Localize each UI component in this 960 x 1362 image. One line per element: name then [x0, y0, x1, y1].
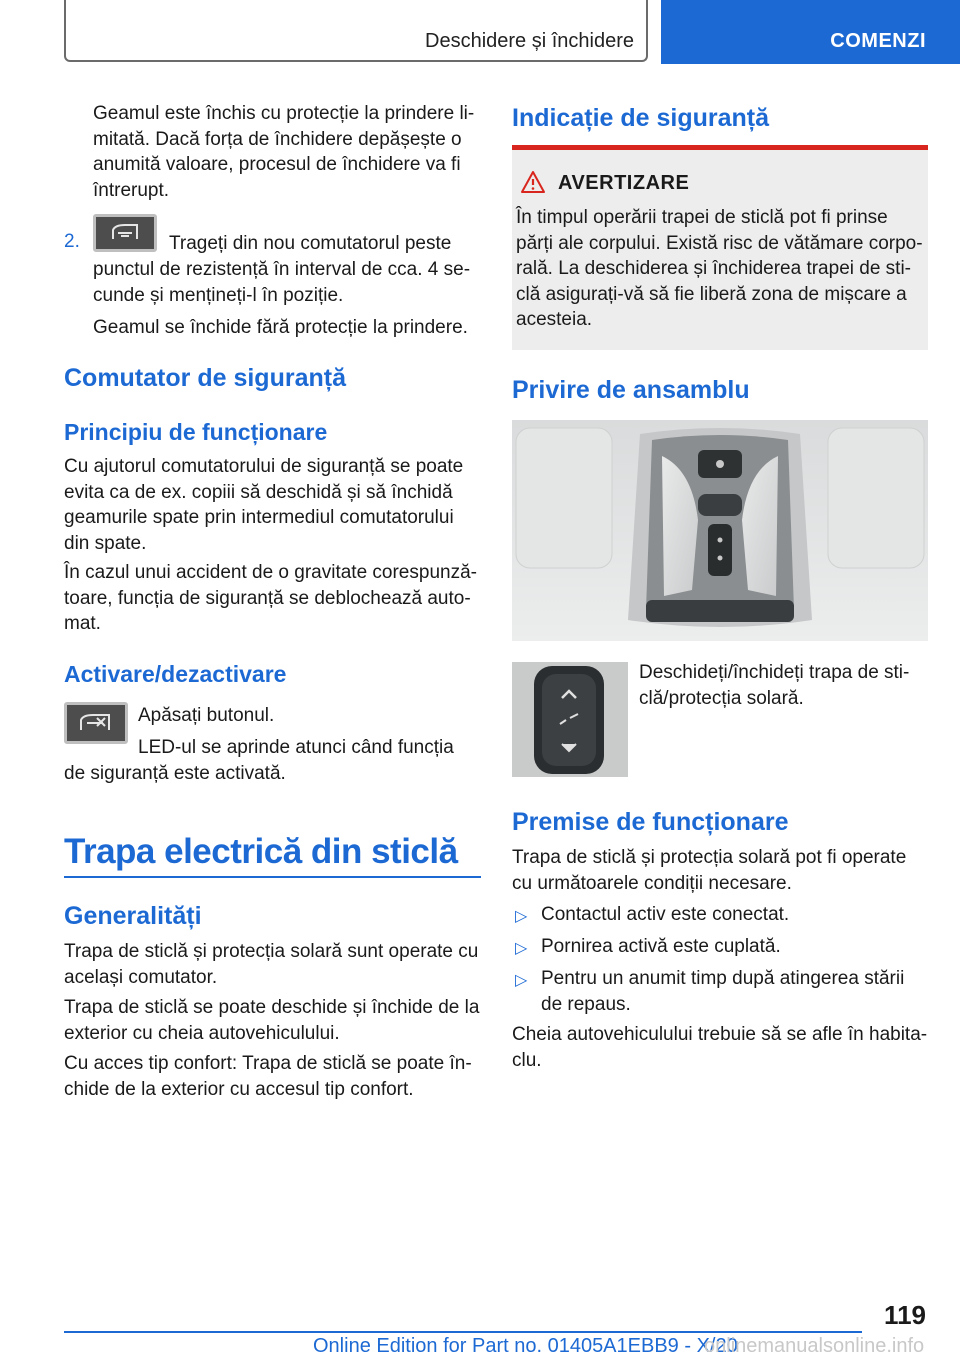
step-number: 2.: [64, 231, 80, 252]
text-line: Cu ajutorul comutatorului de siguranță se poate: [64, 456, 464, 477]
prereq-intro: [512, 845, 906, 896]
principle-paragraph-2: [64, 560, 477, 637]
heading-overview: Privire de ansamblu: [512, 376, 750, 404]
activation-press-text: Apăsați butonul.: [138, 705, 275, 726]
header-chapter-title: COMENZI: [830, 30, 926, 52]
text-line: exterior cu cheia autovehiculului.: [64, 1022, 340, 1044]
footer-divider: [64, 1331, 862, 1333]
text-line: chide de la exterior cu accesul tip confort.: [64, 1078, 414, 1100]
text-line: Pentru un anumit timp după atingerea stării: [541, 968, 905, 989]
prereq-bullet: Pornirea activă este cuplată.: [541, 936, 781, 957]
footer-watermark: onlinemanualsonline.info: [704, 1335, 925, 1357]
prereq-bullet: [541, 966, 904, 1017]
header-section-title: Deschidere și închidere: [425, 30, 634, 52]
heading-general: Generalități: [64, 902, 202, 930]
warning-text: [516, 205, 923, 333]
text-line: Trapa de sticlă și protecția solară pot fi operate: [512, 847, 907, 868]
general-paragraph-1: [64, 939, 478, 990]
text-line: Cu acces tip confort: Trapa de sticlă se poate în-: [64, 1053, 472, 1074]
footer-edition: Online Edition for Part no. 01405A1EBB9 - X/20: [313, 1335, 738, 1357]
text-line: geamurile spate prin intermediul comutatorului: [64, 507, 454, 528]
heading-principle: Principiu de funcționare: [64, 419, 328, 445]
step2-result: Geamul se închide fără protecție la prindere.: [93, 317, 468, 338]
text-line: întrerupt.: [93, 179, 170, 201]
text-line: de repaus.: [541, 993, 631, 1015]
triangle-right-icon: ▷: [515, 972, 528, 989]
activation-led-second-line: de siguranță este activată.: [64, 763, 286, 784]
text-line: cu următoarele condiții necesare.: [512, 872, 792, 894]
warning-bar: [512, 145, 928, 150]
prereq-bullet: Contactul activ este conectat.: [541, 904, 790, 925]
window-switch-icon: [93, 214, 157, 252]
sunroof-switch-image: [512, 662, 628, 777]
header-chapter-tab: [661, 0, 960, 64]
key-note: [512, 1022, 927, 1073]
general-paragraph-3: [64, 1051, 472, 1102]
text-line: părți ale corpului. Există risc de vătămare corpo-: [516, 232, 923, 254]
text-line: În timpul operării trapei de sticlă pot fi prinse: [516, 207, 888, 228]
text-line: clă asigurați-vă să fie liberă zona de mișcare a: [516, 283, 907, 305]
section-divider: [64, 876, 481, 878]
text-line: toare, funcția de siguranță se deblochează auto-: [64, 587, 471, 609]
text-line: clu.: [512, 1049, 542, 1071]
text-line: din spate.: [64, 532, 147, 554]
text-line: rală. La deschiderea și închiderea trapei de sti-: [516, 258, 912, 279]
heading-safety-note: Indicație de siguranță: [512, 104, 770, 132]
activation-led-first-line: LED-ul se aprinde atunci când funcția: [138, 737, 454, 758]
page-number: 119: [884, 1300, 926, 1330]
text-line: Deschideți/închideți trapa de sti-: [639, 662, 910, 683]
text-line: acesteia.: [516, 309, 593, 330]
step2-first-line: Trageți din nou comutatorul peste: [169, 233, 452, 254]
principle-paragraph-1: [64, 454, 463, 556]
text-line: Trapa de sticlă și protecția solară sunt operate cu: [64, 941, 479, 962]
text-line: același comutator.: [64, 966, 218, 988]
triangle-right-icon: ▷: [515, 940, 528, 957]
overhead-console-image: [512, 420, 928, 641]
text-line: anumită valoare, procesul de închidere va fi: [93, 154, 461, 175]
child-lock-icon: [64, 702, 128, 744]
text-line: punctul de rezistență în interval de cca. 4 se-: [93, 259, 471, 280]
heading-prerequisites: Premise de funcționare: [512, 808, 789, 836]
heading-safety-switch: Comutator de siguranță: [64, 364, 346, 392]
text-line: evita ca de ex. copiii să deschidă și să închidă: [64, 481, 453, 503]
text-line: cunde și mențineți-l în poziție.: [93, 284, 344, 306]
header-section-tab: [64, 0, 648, 62]
text-line: Geamul este închis cu protecție la prindere li-: [93, 103, 475, 124]
text-line: mitată. Dacă forța de închidere depășește o: [93, 128, 462, 150]
text-line: clă/protecția solară.: [639, 687, 804, 709]
warning-title: AVERTIZARE: [558, 172, 690, 194]
triangle-right-icon: ▷: [515, 908, 528, 925]
text-line: mat.: [64, 613, 101, 634]
text-line: Trapa de sticlă se poate deschide și închide de la: [64, 997, 480, 1018]
warning-triangle-icon: [520, 170, 546, 199]
heading-activation: Activare/dezactivare: [64, 661, 287, 687]
pinch-protection-paragraph: [93, 101, 474, 203]
text-line: În cazul unui accident de o gravitate corespunză-: [64, 562, 477, 583]
switch-caption: [639, 660, 909, 711]
general-paragraph-2: [64, 995, 479, 1046]
text-line: Cheia autovehiculului trebuie să se afle în habita-: [512, 1024, 928, 1045]
heading-sunroof: Trapa electrică din sticlă: [64, 832, 458, 871]
step2-paragraph: [93, 257, 470, 308]
